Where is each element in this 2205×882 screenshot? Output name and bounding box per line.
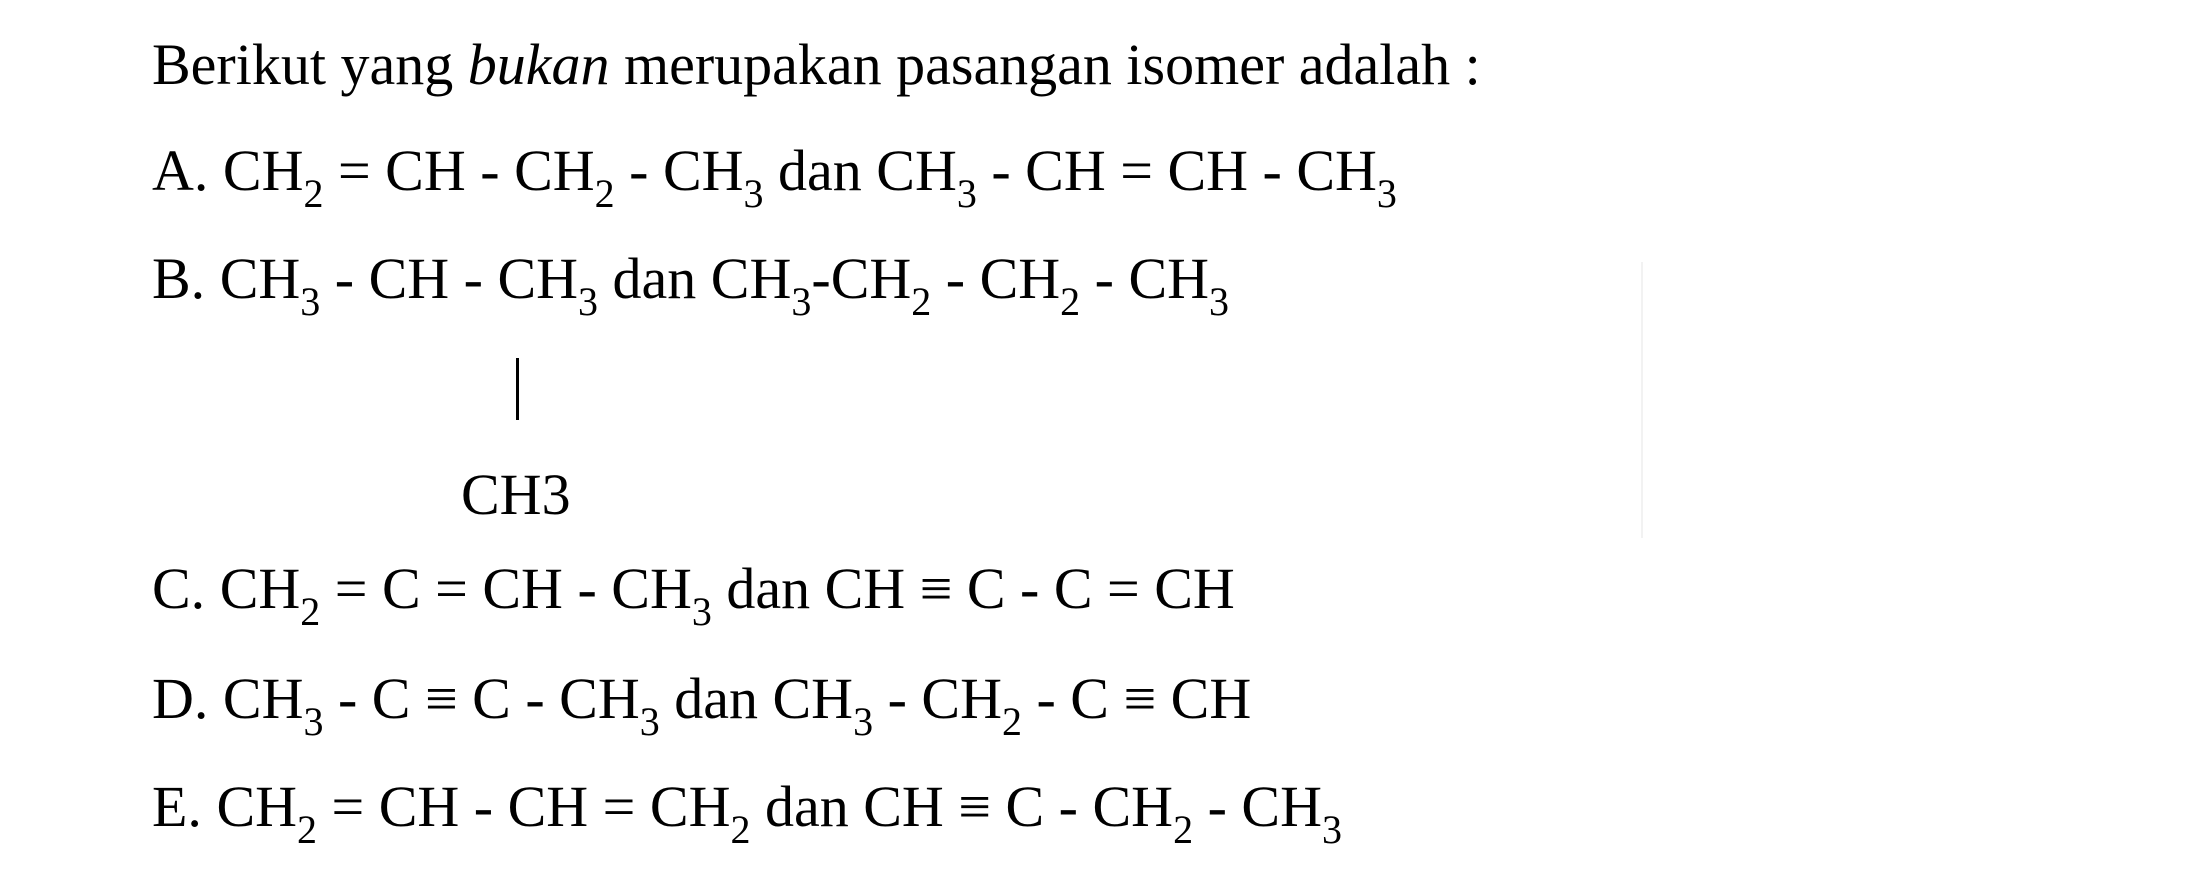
formula-text: - CH = CH - CH: [976, 138, 1377, 203]
formula-text: - CH: [614, 138, 744, 203]
formula-text: = CH - CH = CH: [317, 774, 731, 839]
formula-text: CH: [222, 138, 304, 203]
option-e[interactable]: [152, 774, 1342, 852]
formula-subscript: 3: [743, 170, 764, 216]
formula-text: CH: [219, 556, 301, 621]
formula-text: - CH - CH: [320, 246, 579, 311]
formula-subscript: 3: [1209, 278, 1230, 324]
formula-text: - CH: [1080, 246, 1210, 311]
formula-text: = C = CH - CH: [320, 556, 692, 621]
formula-text: dan CH ≡ C - CH: [750, 774, 1174, 839]
formula-text: dan CH: [763, 138, 957, 203]
option-d-letter: D.: [152, 666, 223, 731]
formula-subscript: 2: [1060, 278, 1081, 324]
formula-subscript: 2: [911, 278, 932, 324]
formula-subscript: 3: [578, 278, 599, 324]
option-e-letter: E.: [152, 774, 217, 839]
formula-subscript: 2: [1001, 698, 1022, 744]
formula-subscript: 3: [853, 698, 874, 744]
option-a-letter: A.: [152, 138, 223, 203]
formula-text: - CH: [1193, 774, 1322, 839]
question-text-end: merupakan pasangan isomer adalah :: [609, 32, 1481, 97]
formula-text: - CH: [873, 666, 1002, 731]
formula-subscript: 2: [303, 170, 324, 216]
formula-text: dan CH ≡ C - C = CH: [711, 556, 1235, 621]
option-b-letter: B.: [152, 246, 220, 311]
formula-subscript: 3: [1321, 806, 1342, 852]
formula-subscript: 2: [300, 588, 321, 634]
option-a[interactable]: [152, 138, 1397, 216]
formula-text: -CH: [811, 246, 912, 311]
formula-subscript: 3: [791, 278, 812, 324]
formula-subscript: 2: [297, 806, 318, 852]
formula-subscript: 3: [691, 588, 712, 634]
formula-text: - C ≡ C - CH: [323, 666, 640, 731]
formula-subscript: 2: [1173, 806, 1194, 852]
formula-subscript: 2: [730, 806, 751, 852]
option-c[interactable]: [152, 556, 1235, 634]
option-c-letter: C.: [152, 556, 220, 621]
question-text: [152, 32, 1481, 97]
formula-subscript: 3: [956, 170, 977, 216]
formula-subscript: 3: [300, 278, 321, 324]
branch-bond-line: [516, 358, 519, 420]
faint-divider: [1641, 262, 1643, 538]
question-text-start: Berikut yang: [152, 32, 468, 97]
branch-group-label: CH3: [461, 462, 571, 527]
formula-text: = CH - CH: [323, 138, 595, 203]
formula-subscript: 3: [639, 698, 660, 744]
formula-subscript: 3: [303, 698, 324, 744]
question-emphasis: bukan: [467, 32, 610, 97]
formula-subscript: 2: [594, 170, 615, 216]
formula-text: CH: [222, 666, 304, 731]
formula-text: dan CH: [659, 666, 854, 731]
formula-text: dan CH: [598, 246, 792, 311]
formula-text: CH: [219, 246, 301, 311]
formula-text: CH: [216, 774, 298, 839]
formula-subscript: 3: [1376, 170, 1397, 216]
formula-text: - C ≡ CH: [1021, 666, 1252, 731]
formula-text: - CH: [931, 246, 1061, 311]
option-b[interactable]: [152, 246, 1230, 324]
option-d[interactable]: [152, 666, 1252, 744]
